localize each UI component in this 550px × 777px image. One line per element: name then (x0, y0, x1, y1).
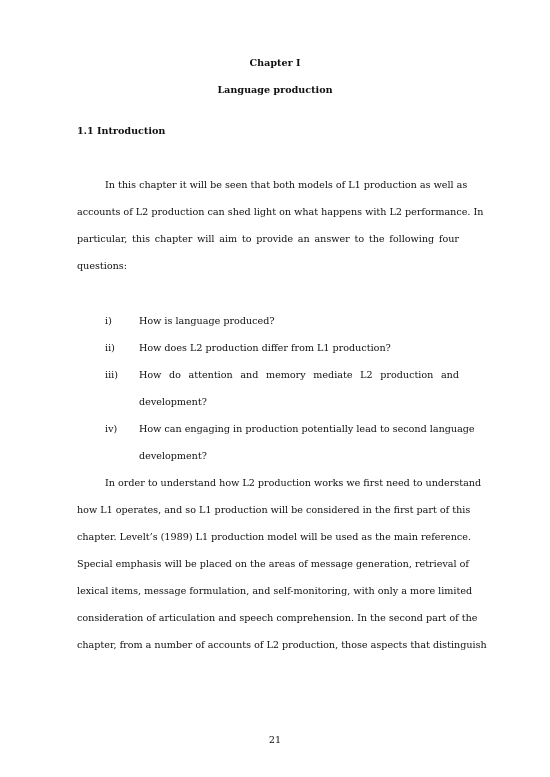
question-text: How do attention and memory mediate L2 production and (139, 370, 459, 381)
section-heading: 1.1 Introduction (77, 126, 166, 137)
question-number: i) (105, 316, 112, 327)
question-number: iv) (105, 424, 118, 435)
question-text: How is language produced? (139, 316, 275, 327)
question-text: development? (139, 397, 207, 408)
intro-line: questions: (77, 261, 127, 272)
question-text: How does L2 production differ from L1 production? (139, 343, 391, 354)
body-line: how L1 operates, and so L1 production will be considered in the first part of this (77, 505, 471, 516)
body-line: chapter, from a number of accounts of L2 production, those aspects that distinguish (77, 640, 487, 651)
intro-line: In this chapter it will be seen that both models of L1 production as well as (105, 180, 468, 191)
body-line: lexical items, message formulation, and self-monitoring, with only a more limited (77, 586, 473, 597)
intro-line: accounts of L2 production can shed light on what happens with L2 performance. In (77, 207, 484, 218)
chapter-title: Language production (217, 85, 333, 96)
question-number: iii) (105, 370, 118, 381)
page-number: 21 (268, 735, 282, 746)
question-number: ii) (105, 343, 115, 354)
body-line: Special emphasis will be placed on the areas of message generation, retrieval of (77, 559, 469, 570)
body-line: chapter. Levelt’s (1989) L1 production model will be used as the main reference. (77, 532, 471, 543)
question-text: How can engaging in production potentially lead to second language (139, 424, 475, 435)
body-line: consideration of articulation and speech comprehension. In the second part of the (77, 613, 478, 624)
intro-line: particular, this chapter will aim to provide an answer to the following four (77, 234, 459, 245)
question-text: development? (139, 451, 207, 462)
body-line: In order to understand how L2 production works we first need to understand (105, 478, 482, 489)
chapter-label: Chapter I (249, 58, 301, 69)
